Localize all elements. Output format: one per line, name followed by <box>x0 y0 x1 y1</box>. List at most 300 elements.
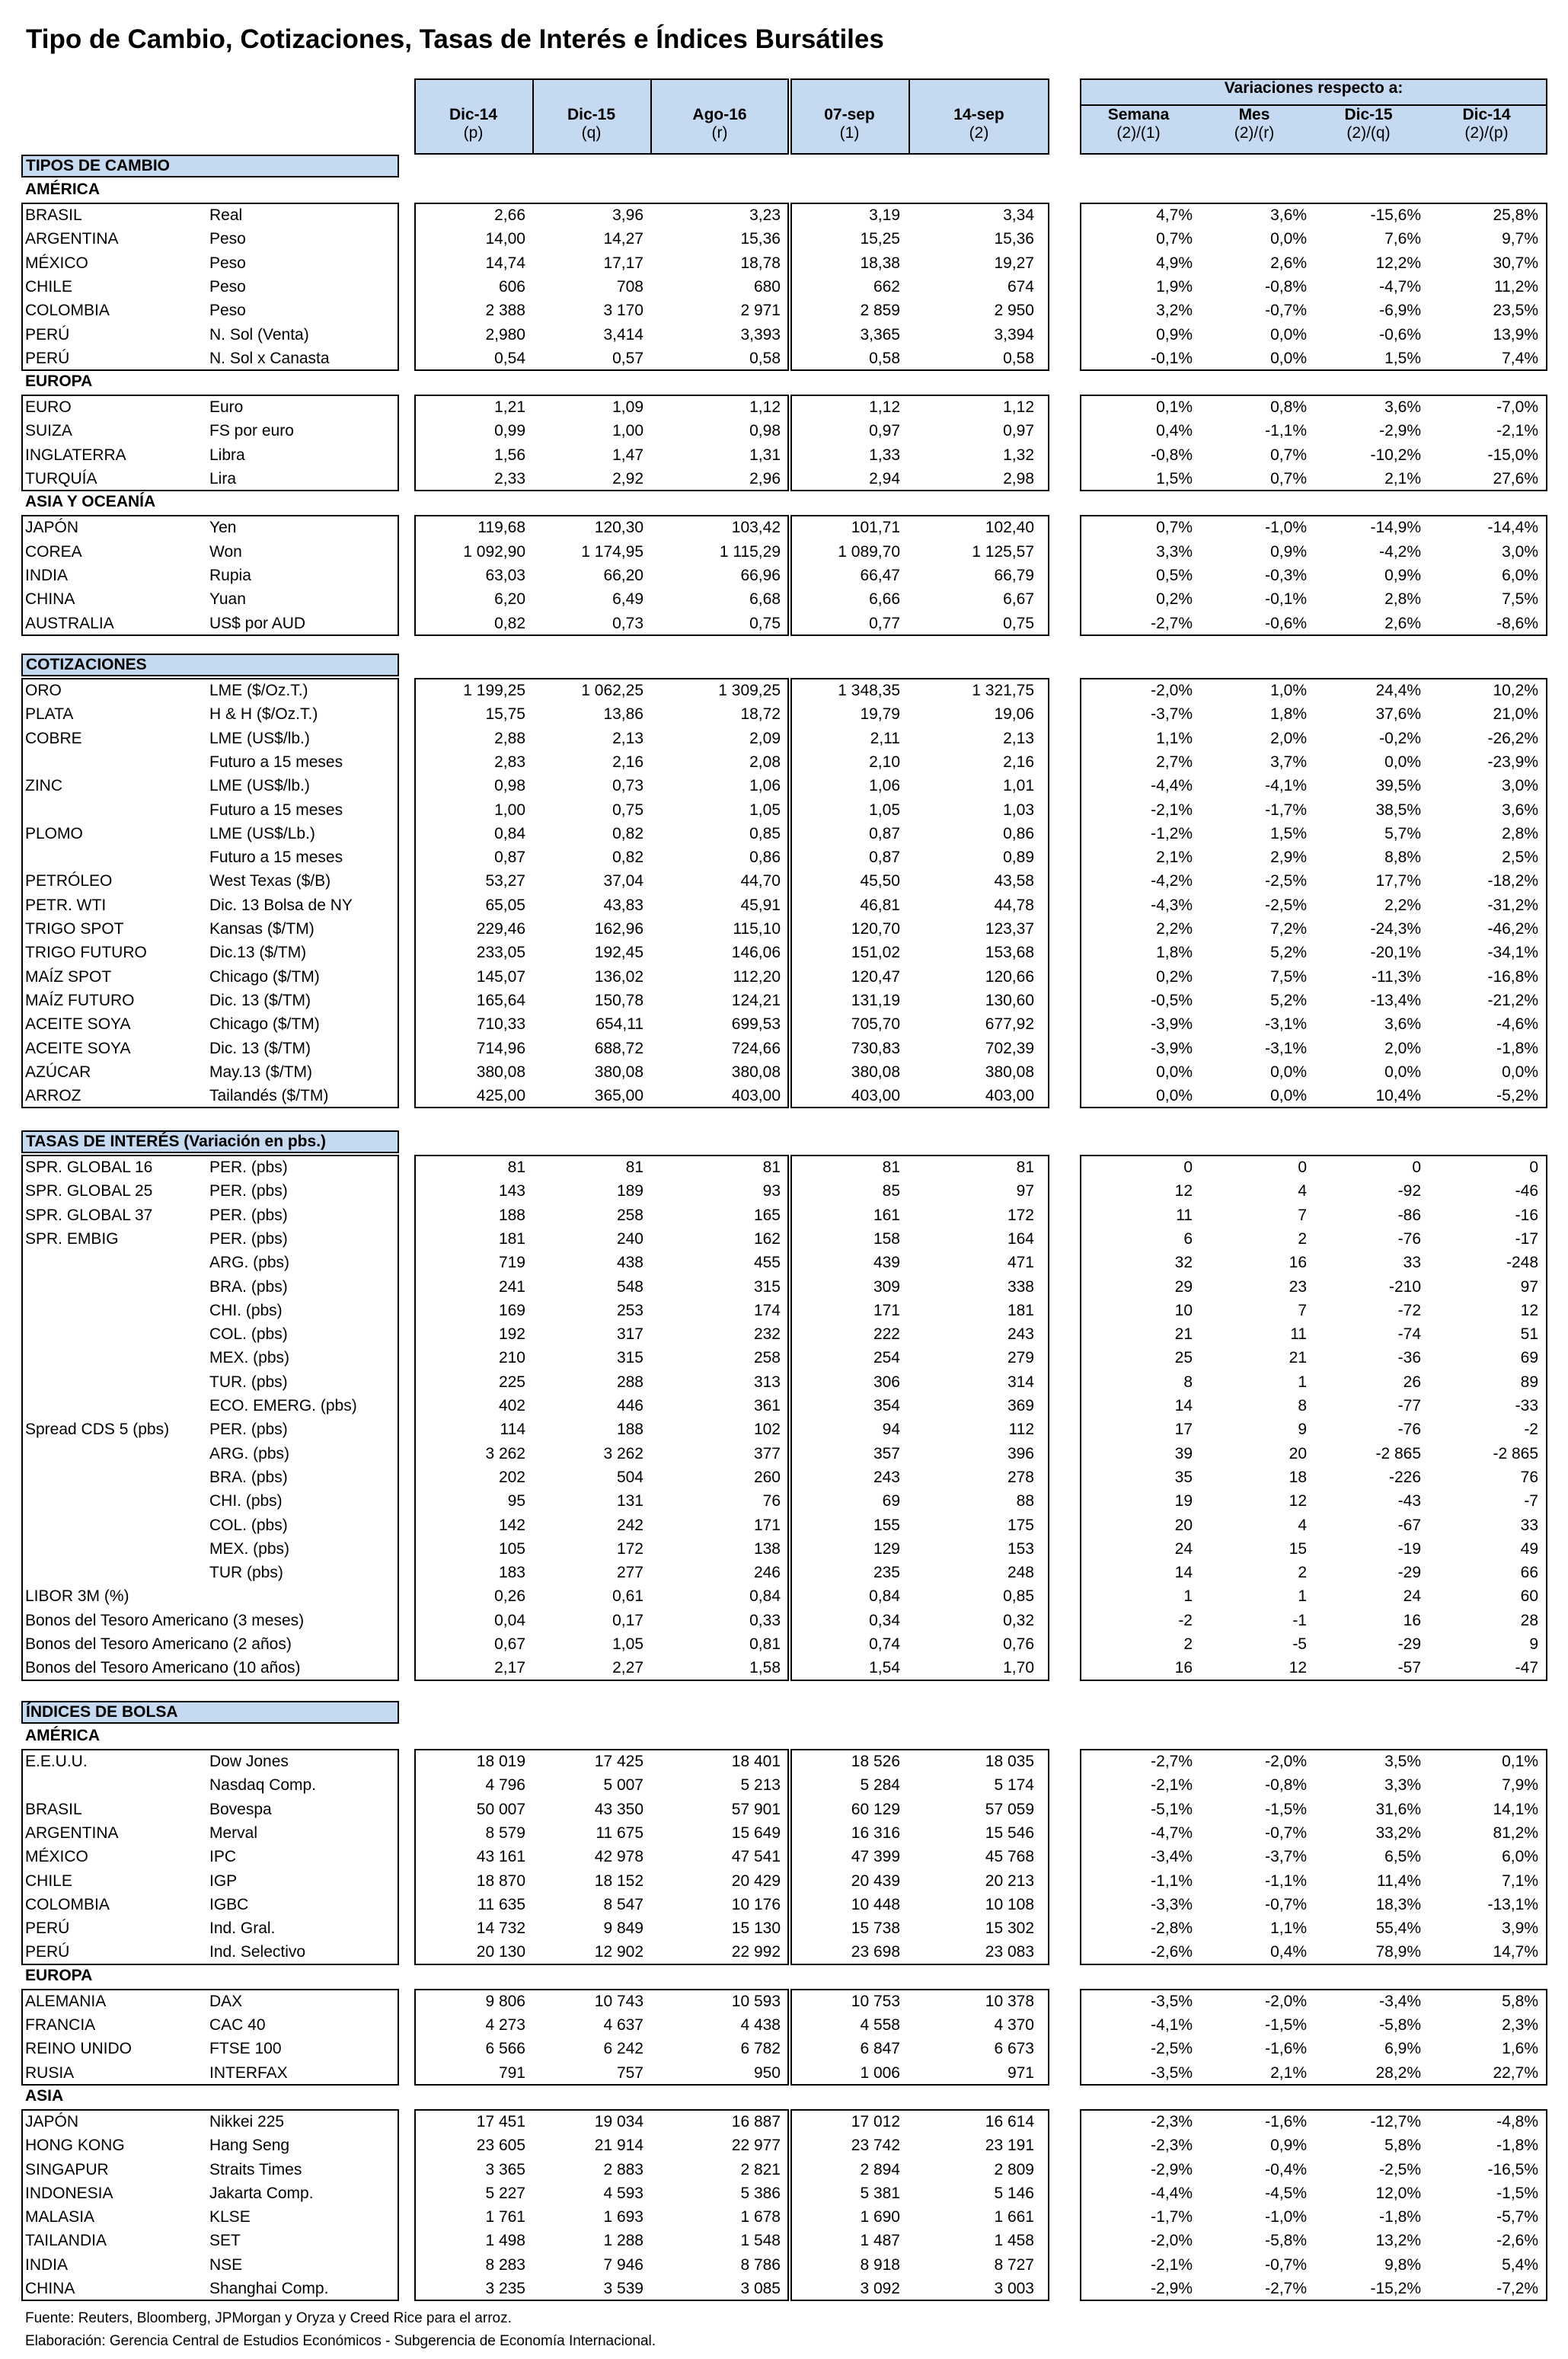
value-cell: 2 950 <box>994 302 1034 320</box>
variation-cell: 60 <box>1520 1587 1538 1606</box>
variation-cell: 1,6% <box>1502 2040 1538 2058</box>
value-cell: 120,70 <box>851 920 900 938</box>
variation-cell: 0,9% <box>1156 325 1193 344</box>
column-header-mes <box>1197 78 1311 155</box>
value-cell: 380,08 <box>731 1063 781 1081</box>
column-header-ago16 <box>650 78 789 155</box>
variation-cell: -16,5% <box>1487 2160 1538 2178</box>
value-cell: 1,33 <box>869 446 900 464</box>
value-cell: 17 425 <box>594 1753 643 1770</box>
value-cell: 225 <box>498 1373 525 1391</box>
value-cell: 43,83 <box>603 896 643 914</box>
variation-cell: 16 <box>1174 1659 1193 1677</box>
variation-cell: -5,8% <box>1265 2232 1307 2250</box>
value-cell: 6 782 <box>740 2040 781 2058</box>
value-cell: 165,64 <box>476 991 525 1009</box>
row-name: LIBOR 3M (%) <box>25 1587 129 1606</box>
value-cell: 314 <box>1007 1373 1034 1391</box>
variation-cell: -2,1% <box>1151 2255 1193 2274</box>
footer-source: Fuente: Reuters, Bloomberg, JPMorgan y Oryza y Creed Rice para el arroz. <box>25 2310 512 2326</box>
variation-cell: 12,2% <box>1375 254 1421 272</box>
value-cell: 3,34 <box>1003 206 1034 224</box>
value-cell: 4 637 <box>603 2016 643 2034</box>
value-cell: 1,00 <box>494 801 525 819</box>
variation-cell: 49 <box>1520 1539 1538 1558</box>
variation-cell: 15 <box>1289 1539 1307 1558</box>
value-cell: 5 146 <box>994 2184 1034 2202</box>
group-subtitle: EUROPA <box>25 1966 93 1984</box>
row-name: MAÍZ SPOT <box>25 967 112 986</box>
value-cell: 164 <box>1007 1229 1034 1248</box>
column-header-sub: (2)/(r) <box>1234 124 1275 142</box>
value-cell: 1 498 <box>485 2232 525 2250</box>
value-cell: 81 <box>882 1159 900 1176</box>
row-unit: Rupia <box>209 566 251 584</box>
row-unit: FS por euro <box>209 422 294 440</box>
row-name: ARGENTINA <box>25 1824 119 1842</box>
row-unit: Nasdaq Comp. <box>209 1776 317 1795</box>
column-header-sub: (p) <box>463 124 484 142</box>
row-name: COREA <box>25 542 82 561</box>
value-cell: 12 902 <box>594 1943 643 1961</box>
value-cell: 94 <box>882 1421 900 1439</box>
variation-cell: 0,0% <box>1384 753 1421 771</box>
value-cell: 9 806 <box>485 1992 525 2010</box>
variation-cell: 2,8% <box>1384 590 1421 609</box>
variation-cell: -86 <box>1397 1206 1421 1224</box>
value-cell: 1,70 <box>1003 1659 1034 1677</box>
variation-cell: -92 <box>1397 1182 1421 1200</box>
value-cell: 702,39 <box>985 1039 1034 1057</box>
variation-cell: 5,2% <box>1270 944 1307 962</box>
value-frame <box>790 1749 1049 1965</box>
variation-cell: 13,9% <box>1493 325 1538 344</box>
variation-cell: 7 <box>1298 1301 1307 1319</box>
variation-cell: -14,9% <box>1370 519 1421 537</box>
value-cell: 240 <box>616 1229 643 1248</box>
variation-cell: 8,8% <box>1384 849 1421 867</box>
variation-cell: -12,7% <box>1370 2112 1421 2130</box>
value-cell: 0,54 <box>494 349 525 367</box>
value-cell: 0,77 <box>869 614 900 632</box>
value-cell: 0,58 <box>869 349 900 367</box>
variation-cell: 2,2% <box>1156 920 1193 938</box>
variation-cell: 1,8% <box>1156 944 1193 962</box>
row-unit: CHI. (pbs) <box>209 1492 283 1510</box>
value-cell: 315 <box>753 1277 781 1296</box>
column-header-label: Dic-14 <box>1462 106 1511 123</box>
variation-cell: -3,1% <box>1265 1015 1307 1034</box>
value-cell: 248 <box>1007 1564 1034 1582</box>
variation-cell: 2,1% <box>1384 470 1421 487</box>
value-cell: 377 <box>753 1444 781 1462</box>
variation-cell: -0,1% <box>1265 590 1307 609</box>
variation-cell: 12 <box>1289 1492 1307 1510</box>
value-cell: 1 174,95 <box>581 542 643 561</box>
variation-cell: 5,8% <box>1502 1992 1538 2010</box>
label-frame <box>21 1989 399 2086</box>
row-unit: INTERFAX <box>209 2063 288 2082</box>
row-unit: ARG. (pbs) <box>209 1254 290 1272</box>
row-unit: COL. (pbs) <box>209 1325 288 1344</box>
value-cell: 15 546 <box>985 1824 1034 1842</box>
variation-cell: -2,3% <box>1151 2112 1193 2130</box>
value-cell: 8 283 <box>485 2255 525 2274</box>
value-cell: 2 883 <box>603 2160 643 2178</box>
variation-cell: -5,1% <box>1151 1800 1193 1818</box>
variation-cell: 7,6% <box>1384 230 1421 248</box>
value-frame <box>1080 678 1547 1108</box>
variation-cell: 3,6% <box>1384 398 1421 417</box>
row-unit: Futuro a 15 meses <box>209 801 343 819</box>
variation-cell: -33 <box>1515 1397 1538 1414</box>
value-cell: 8 918 <box>860 2255 900 2274</box>
column-header-sub: (1) <box>839 124 860 142</box>
variation-cell: 0 <box>1529 1159 1538 1176</box>
value-cell: 2,83 <box>494 753 525 771</box>
section-header: ÍNDICES DE BOLSA <box>21 1701 399 1724</box>
variation-cell: 33 <box>1520 1516 1538 1534</box>
value-cell: 380,08 <box>594 1063 643 1081</box>
value-cell: 380,08 <box>985 1063 1034 1081</box>
value-cell: 3 262 <box>485 1444 525 1462</box>
value-cell: 0,86 <box>749 849 781 867</box>
value-cell: 3 235 <box>485 2280 525 2297</box>
value-cell: 189 <box>616 1182 643 1200</box>
row-name: PLOMO <box>25 824 83 842</box>
value-cell: 242 <box>616 1516 643 1534</box>
row-unit: Chicago ($/TM) <box>209 1015 320 1034</box>
row-unit: PER. (pbs) <box>209 1206 288 1224</box>
row-name: JAPÓN <box>25 519 79 537</box>
variation-cell: 7,5% <box>1502 590 1538 609</box>
value-cell: 229,46 <box>476 920 525 938</box>
row-name: MALASIA <box>25 2208 95 2226</box>
variation-cell: 1,5% <box>1156 470 1193 487</box>
variation-cell: -5 <box>1292 1635 1307 1653</box>
variation-cell: 2,8% <box>1502 824 1538 842</box>
variation-cell: 0,9% <box>1384 566 1421 584</box>
row-name: MÉXICO <box>25 1848 88 1866</box>
value-cell: 155 <box>873 1516 900 1534</box>
row-name: SPR. GLOBAL 16 <box>25 1159 153 1176</box>
value-cell: 5 213 <box>740 1776 781 1795</box>
value-cell: 14 732 <box>476 1919 525 1938</box>
value-cell: 654,11 <box>596 1015 643 1034</box>
variation-cell: -15,0% <box>1487 446 1538 464</box>
variation-cell: 35 <box>1174 1468 1193 1486</box>
variation-cell: 1 <box>1298 1587 1307 1606</box>
label-frame <box>21 515 399 636</box>
variation-cell: 3,2% <box>1156 302 1193 320</box>
value-cell: 136,02 <box>594 967 643 986</box>
variation-cell: -2,1% <box>1151 1776 1193 1795</box>
variation-cell: -2,0% <box>1265 1753 1307 1770</box>
variation-cell: 21,0% <box>1493 705 1538 724</box>
row-unit: Yuan <box>209 590 246 609</box>
variation-cell: -0,7% <box>1265 1824 1307 1842</box>
value-cell: 677,92 <box>985 1015 1034 1034</box>
value-cell: 2,16 <box>612 753 643 771</box>
value-cell: 81 <box>1016 1159 1034 1176</box>
variation-cell: 21 <box>1289 1349 1307 1367</box>
value-cell: 0,97 <box>869 422 900 440</box>
value-cell: 1 199,25 <box>463 682 525 699</box>
value-cell: 2,980 <box>485 325 525 344</box>
variation-cell: 5,7% <box>1384 824 1421 842</box>
value-cell: 606 <box>498 277 525 296</box>
variation-cell: -1,7% <box>1151 2208 1193 2226</box>
value-cell: 1 092,90 <box>463 542 525 561</box>
value-cell: 357 <box>873 1444 900 1462</box>
value-cell: 0,84 <box>749 1587 781 1606</box>
variation-cell: 28 <box>1520 1611 1538 1629</box>
value-cell: 233,05 <box>476 944 525 962</box>
value-cell: 3 539 <box>603 2280 643 2297</box>
value-cell: 4 796 <box>485 1776 525 1795</box>
variation-cell: -2 <box>1178 1611 1193 1629</box>
variation-cell: -1,2% <box>1151 824 1193 842</box>
variation-cell: -2,5% <box>1265 872 1307 890</box>
value-cell: 145,07 <box>476 967 525 986</box>
value-cell: 1 125,57 <box>972 542 1034 561</box>
variation-cell: 25 <box>1174 1349 1193 1367</box>
value-cell: 57 901 <box>731 1800 781 1818</box>
row-unit: TUR. (pbs) <box>209 1373 288 1391</box>
value-cell: 18,78 <box>740 254 781 272</box>
value-cell: 730,83 <box>851 1039 900 1057</box>
variation-cell: 1,5% <box>1270 824 1307 842</box>
row-name: CHINA <box>25 2280 75 2297</box>
value-cell: 5 007 <box>603 1776 643 1795</box>
variation-cell: 0,2% <box>1156 590 1193 609</box>
value-cell: 44,70 <box>740 872 781 890</box>
value-cell: 1 458 <box>994 2232 1034 2250</box>
variation-cell: -4,1% <box>1265 777 1307 795</box>
variation-cell: -14,4% <box>1487 519 1538 537</box>
variation-cell: 0,8% <box>1270 398 1307 417</box>
variation-cell: -0,7% <box>1265 302 1307 320</box>
value-cell: 161 <box>873 1206 900 1224</box>
variation-cell: 29 <box>1174 1277 1193 1296</box>
value-cell: 439 <box>873 1254 900 1272</box>
group-subtitle: ASIA <box>25 2086 64 2105</box>
value-frame <box>414 395 789 491</box>
section-header: TIPOS DE CAMBIO <box>21 155 399 177</box>
value-cell: 20 213 <box>985 1872 1034 1890</box>
value-cell: 246 <box>753 1564 781 1582</box>
row-unit: Hang Seng <box>209 2137 290 2155</box>
variation-cell: 26 <box>1403 1373 1421 1391</box>
row-unit: DAX <box>209 1992 243 2010</box>
variation-cell: -4,3% <box>1151 896 1193 914</box>
row-unit: Won <box>209 542 242 561</box>
row-name: TRIGO FUTURO <box>25 944 147 962</box>
variation-cell: 9 <box>1298 1421 1307 1439</box>
value-cell: 46,81 <box>860 896 900 914</box>
value-cell: 1,56 <box>494 446 525 464</box>
value-cell: 20 130 <box>476 1943 525 1961</box>
value-cell: 15 130 <box>731 1919 781 1938</box>
value-cell: 0,98 <box>494 777 525 795</box>
row-unit: CHI. (pbs) <box>209 1301 283 1319</box>
column-header-label: Dic-15 <box>1344 106 1393 123</box>
value-cell: 10 593 <box>731 1992 781 2010</box>
label-frame <box>21 203 399 371</box>
variation-cell: -1,8% <box>1496 2137 1538 2155</box>
value-cell: 1,05 <box>869 801 900 819</box>
variation-cell: 0,0% <box>1156 1087 1193 1105</box>
value-cell: 85 <box>882 1182 900 1200</box>
variation-cell: -5,7% <box>1496 2208 1538 2226</box>
value-cell: 15,75 <box>485 705 525 724</box>
variation-cell: -0,5% <box>1151 991 1193 1009</box>
row-unit: Libra <box>209 446 245 464</box>
value-cell: 57 059 <box>985 1800 1034 1818</box>
variation-cell: -2,0% <box>1265 1992 1307 2010</box>
variation-cell: -0,2% <box>1379 729 1421 747</box>
variation-cell: 0,0% <box>1384 1063 1421 1081</box>
row-unit: LME (US$/lb.) <box>209 777 310 795</box>
row-unit: Ind. Gral. <box>209 1919 276 1938</box>
row-name: TAILANDIA <box>25 2232 107 2250</box>
value-cell: 146,06 <box>731 944 781 962</box>
label-frame <box>21 2109 399 2301</box>
variation-cell: -2,6% <box>1496 2232 1538 2250</box>
value-frame <box>414 1749 789 1965</box>
value-cell: 1,12 <box>1003 398 1034 417</box>
value-frame <box>1080 1989 1547 2086</box>
variation-cell: 0,0% <box>1270 325 1307 344</box>
value-cell: 2,13 <box>612 729 643 747</box>
row-unit: Futuro a 15 meses <box>209 849 343 867</box>
variation-cell: -3,9% <box>1151 1039 1193 1057</box>
row-unit: Straits Times <box>209 2160 302 2178</box>
value-frame <box>790 678 1049 1108</box>
row-name: ACEITE SOYA <box>25 1015 131 1034</box>
variation-cell: 22,7% <box>1493 2063 1538 2082</box>
variation-cell: 7,9% <box>1502 1776 1538 1795</box>
value-cell: 1,12 <box>869 398 900 417</box>
variation-cell: 0,9% <box>1270 2137 1307 2155</box>
variation-cell: 33,2% <box>1375 1824 1421 1842</box>
row-name: ACEITE SOYA <box>25 1039 131 1057</box>
value-cell: 120,66 <box>985 967 1034 986</box>
variation-cell: -2 <box>1524 1421 1538 1439</box>
value-cell: 169 <box>498 1301 525 1319</box>
variation-cell: -2,5% <box>1379 2160 1421 2178</box>
value-cell: 17,17 <box>603 254 643 272</box>
value-cell: 2 894 <box>860 2160 900 2178</box>
column-header-label: Dic-15 <box>567 106 616 123</box>
variation-cell: 6,5% <box>1384 1848 1421 1866</box>
variation-cell: 7,2% <box>1270 920 1307 938</box>
value-cell: 241 <box>498 1277 525 1296</box>
label-frame <box>21 395 399 491</box>
variation-cell: -0,8% <box>1265 277 1307 296</box>
value-cell: 10 448 <box>851 1895 900 1913</box>
row-unit: IGBC <box>209 1895 249 1913</box>
variation-cell: 20 <box>1174 1516 1193 1534</box>
value-cell: 2 821 <box>740 2160 781 2178</box>
row-name: RUSIA <box>25 2063 75 2082</box>
row-name: ORO <box>25 682 62 699</box>
column-header-07sep <box>790 78 909 155</box>
value-cell: 0,26 <box>494 1587 525 1606</box>
variation-cell: 7 <box>1298 1206 1307 1224</box>
value-cell: 172 <box>616 1539 643 1558</box>
variation-cell: -2,9% <box>1379 422 1421 440</box>
value-cell: 365,00 <box>594 1087 643 1105</box>
variation-cell: 0,7% <box>1270 470 1307 487</box>
value-cell: 17 451 <box>476 2112 525 2130</box>
variation-cell: -1,1% <box>1151 1872 1193 1890</box>
value-frame <box>414 2109 789 2301</box>
value-cell: 232 <box>753 1325 781 1344</box>
variation-cell: 0,1% <box>1502 1753 1538 1770</box>
value-cell: 260 <box>753 1468 781 1486</box>
value-cell: 153 <box>1007 1539 1034 1558</box>
value-cell: 88 <box>1016 1492 1034 1510</box>
variation-cell: 2,0% <box>1384 1039 1421 1057</box>
row-name: EURO <box>25 398 72 417</box>
value-cell: 23 191 <box>985 2137 1034 2155</box>
value-cell: 172 <box>1007 1206 1034 1224</box>
value-cell: 0,33 <box>749 1611 781 1629</box>
variation-cell: -3,4% <box>1151 1848 1193 1866</box>
value-cell: 192 <box>498 1325 525 1344</box>
row-name: SPR. GLOBAL 25 <box>25 1182 153 1200</box>
variation-cell: -77 <box>1397 1397 1421 1414</box>
value-cell: 317 <box>616 1325 643 1344</box>
variation-cell: 0,7% <box>1156 519 1193 537</box>
row-unit: IPC <box>209 1848 237 1866</box>
row-unit: SET <box>209 2232 241 2250</box>
value-cell: 181 <box>1007 1301 1034 1319</box>
value-cell: 354 <box>873 1397 900 1414</box>
row-unit: Shanghai Comp. <box>209 2280 329 2297</box>
variation-cell: 2,0% <box>1270 729 1307 747</box>
value-cell: 222 <box>873 1325 900 1344</box>
variation-cell: 24 <box>1403 1587 1421 1606</box>
value-cell: 0,81 <box>749 1635 781 1653</box>
variation-cell: 0,5% <box>1156 566 1193 584</box>
variation-cell: 0,7% <box>1270 446 1307 464</box>
value-cell: 705,70 <box>851 1015 900 1034</box>
variation-cell: 4 <box>1298 1182 1307 1200</box>
variation-cell: 25,8% <box>1493 206 1538 224</box>
variation-cell: 69 <box>1520 1349 1538 1367</box>
value-cell: 5 227 <box>485 2184 525 2202</box>
variation-cell: 14,7% <box>1493 1943 1538 1961</box>
variation-cell: -72 <box>1397 1301 1421 1319</box>
row-name: SPR. EMBIG <box>25 1229 119 1248</box>
row-unit: NSE <box>209 2255 243 2274</box>
section-header: COTIZACIONES <box>21 654 399 676</box>
variation-cell: -74 <box>1397 1325 1421 1344</box>
row-name: REINO UNIDO <box>25 2040 133 2058</box>
value-cell: 2,11 <box>870 729 900 747</box>
group-subtitle: AMÉRICA <box>25 181 100 198</box>
variation-cell: 0 <box>1183 1159 1193 1176</box>
value-frame <box>414 678 789 1108</box>
column-header-dic15 <box>532 78 650 155</box>
variation-cell: 2,6% <box>1270 254 1307 272</box>
value-cell: 114 <box>500 1421 525 1439</box>
variation-cell: -4,1% <box>1151 2016 1193 2034</box>
footer-elaboration: Elaboración: Gerencia Central de Estudios Económicos - Subgerencia de Economía Internacional. <box>25 2333 656 2349</box>
value-cell: 66,79 <box>994 566 1034 584</box>
